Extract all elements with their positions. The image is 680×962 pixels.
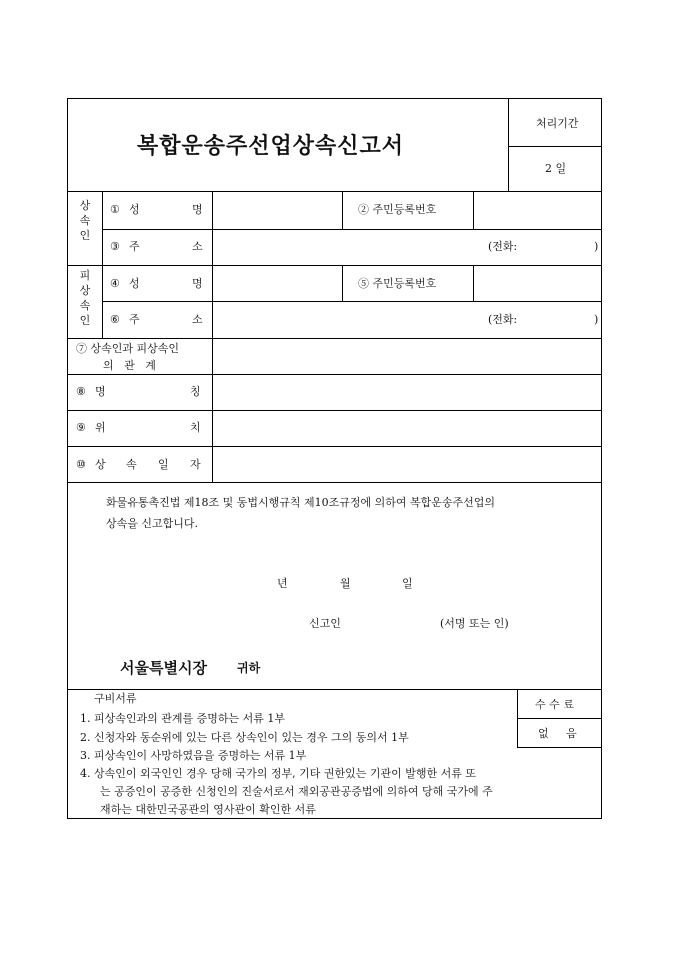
decedent-phone-label: (전화: xyxy=(488,313,518,326)
reporter-label: 신고인 xyxy=(309,617,341,630)
divider xyxy=(342,265,343,301)
field-10-label: 속 xyxy=(126,458,137,471)
field-4-number: ④ xyxy=(110,277,120,290)
field-10-label: 일 xyxy=(158,458,169,471)
documents-heading: 구비서류 xyxy=(94,692,137,705)
decedent-id-number-input[interactable] xyxy=(474,266,602,301)
field-10-number: ⑩ xyxy=(76,458,86,471)
heir-name-input[interactable] xyxy=(213,192,342,229)
divider xyxy=(508,98,509,191)
field-6-number: ⑥ xyxy=(110,313,120,326)
relationship-input[interactable] xyxy=(213,339,602,374)
decedent-group-label: 피 상 속 인 xyxy=(79,269,91,327)
declaration-text: 화물유통촉진법 제18조 및 동법시행규칙 제10조규정에 의하여 복합운송주선업의 xyxy=(106,496,496,509)
date-month-label: 월 xyxy=(340,577,351,590)
field-4-label: 성 xyxy=(129,277,140,290)
decedent-name-input[interactable] xyxy=(213,266,342,301)
heir-address-input[interactable] xyxy=(213,230,602,265)
decedent-phone-close: ) xyxy=(594,313,599,326)
addressee: 서울특별시장 xyxy=(120,659,207,677)
decedent-address-input[interactable] xyxy=(213,302,602,338)
field-1-number: ① xyxy=(110,203,120,216)
field-9-label: 위 xyxy=(95,421,106,434)
field-8-label: 칭 xyxy=(190,385,201,398)
business-name-input[interactable] xyxy=(213,375,602,410)
addressee-suffix: 귀하 xyxy=(237,661,261,675)
field-9-label: 치 xyxy=(190,421,201,434)
fee-label: 수 수 료 xyxy=(535,698,574,711)
field-6-label: 소 xyxy=(192,313,203,326)
heir-id-number-input[interactable] xyxy=(474,192,602,229)
field-1-label: 성 xyxy=(129,203,140,216)
field-10-label: 자 xyxy=(190,458,201,471)
document-item: 는 공증인이 공증한 신청인의 진술서로서 재외공관공증법에 의하여 당해 국가에 주 xyxy=(100,785,493,798)
field-9-number: ⑨ xyxy=(76,421,86,434)
heir-phone-label: (전화: xyxy=(488,240,518,253)
divider xyxy=(102,191,103,338)
location-input[interactable] xyxy=(213,411,602,446)
inheritance-date-input[interactable] xyxy=(213,447,602,482)
heir-phone-close: ) xyxy=(594,240,599,253)
field-1-label: 명 xyxy=(192,203,203,216)
field-3-label: 소 xyxy=(192,240,203,253)
processing-period-value: 2 일 xyxy=(545,162,567,175)
fee-value: 없 음 xyxy=(538,727,577,740)
document-item: 4. 상속인이 외국인인 경우 당해 국가의 정부, 기타 권한있는 기관이 발행한 서류 또 xyxy=(80,767,476,780)
divider xyxy=(67,482,602,483)
field-5-label: ⑤ 주민등록번호 xyxy=(358,277,437,290)
divider xyxy=(67,689,602,690)
field-7-label: 의 관 계 xyxy=(103,359,156,372)
divider xyxy=(517,718,602,719)
field-3-number: ③ xyxy=(110,240,120,253)
field-7-label: ⑦ 상속인과 피상속인 xyxy=(76,342,180,355)
document-item: 2. 신청자와 동순위에 있는 다른 상속인이 있는 경우 그의 동의서 1부 xyxy=(80,731,409,744)
divider xyxy=(508,146,602,147)
date-day-label: 일 xyxy=(402,577,413,590)
field-10-label: 상 xyxy=(95,458,106,471)
declaration-text: 상속을 신고합니다. xyxy=(106,517,199,530)
field-6-label: 주 xyxy=(129,313,140,326)
field-3-label: 주 xyxy=(129,240,140,253)
document-item: 3. 피상속인이 사망하였음을 증명하는 서류 1부 xyxy=(80,749,307,762)
field-4-label: 명 xyxy=(192,277,203,290)
divider xyxy=(517,747,602,748)
form-title: 복합운송주선업상속신고서 xyxy=(137,133,405,159)
field-2-label: ② 주민등록번호 xyxy=(358,203,437,216)
processing-period-label: 처리기간 xyxy=(536,117,579,130)
field-8-label: 명 xyxy=(95,385,106,398)
date-year-label: 년 xyxy=(277,577,288,590)
signature-label: (서명 또는 인) xyxy=(440,617,509,630)
document-item: 1. 피상속인과의 관계를 증명하는 서류 1부 xyxy=(80,712,285,725)
heir-group-label: 상 속 인 xyxy=(79,199,91,242)
field-8-number: ⑧ xyxy=(76,385,86,398)
divider xyxy=(342,191,343,229)
document-item: 재하는 대한민국공관의 영사관이 확인한 서류 xyxy=(100,803,316,816)
